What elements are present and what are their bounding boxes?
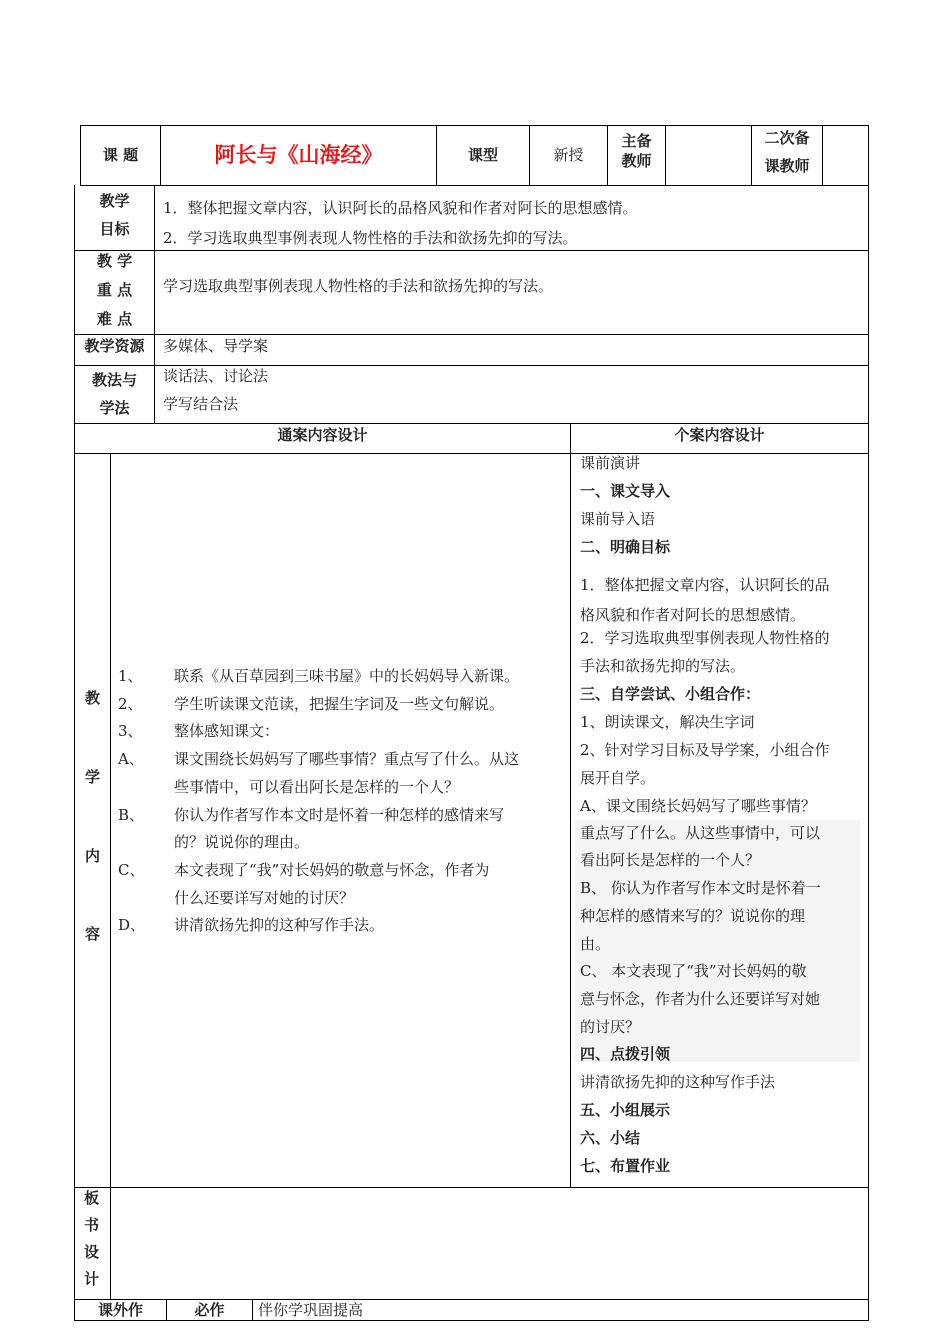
second-teacher-label: 二次备 课教师 xyxy=(764,129,810,175)
methods-line: 谈话法、讨论法 xyxy=(163,367,269,385)
row-number: 1、 xyxy=(118,667,143,685)
common-design-row xyxy=(118,860,566,880)
design-line: 手法和欲扬先抑的写法。 xyxy=(580,657,746,675)
design-line: 课前导入语 xyxy=(580,510,656,528)
design-line: 的讨厌？ xyxy=(580,1018,641,1036)
design-line: 由。 xyxy=(580,935,611,953)
design-line: 1．整体把握文章内容，认识阿长的品 xyxy=(580,576,830,594)
row-text: 什么还要详写对她的讨厌？ xyxy=(174,888,355,907)
common-design-row xyxy=(118,749,566,769)
individual-design-header: 个案内容设计 xyxy=(674,426,765,444)
resources-text: 多媒体、导学案 xyxy=(163,337,269,355)
design-line: 2、针对学习目标及导学案，小组合作 xyxy=(580,741,830,759)
row-text: 学生听读课文范读，把握生字词及一些文句解说。 xyxy=(174,694,505,713)
row-number: A、 xyxy=(118,750,144,769)
content-label-char: 内 xyxy=(85,847,101,865)
lesson-type-label: 课型 xyxy=(467,146,498,164)
design-line: 看出阿长是怎样的一个人？ xyxy=(580,851,761,869)
design-line: B、 你认为作者写作本文时是怀着一 xyxy=(580,879,821,897)
row-text: 些事情中，可以看出阿长是怎样的一个人？ xyxy=(174,777,460,796)
board-label-char: 书 xyxy=(84,1216,100,1234)
row-text: 联系《从百草园到三味书屋》中的长妈妈导入新课。 xyxy=(174,667,520,685)
section-heading: 六、小结 xyxy=(580,1129,641,1147)
row-text: 讲清欲扬先抑的这种写作手法。 xyxy=(174,916,385,935)
common-design-row xyxy=(118,915,566,935)
goal-item: 1．整体把握文章内容，认识阿长的品格风貌和作者对阿长的思想感情。 xyxy=(163,199,638,217)
common-design-row xyxy=(118,832,566,852)
design-line: C、 本文表现了“我”对长妈妈的敬 xyxy=(580,962,807,980)
common-design-row xyxy=(118,777,566,797)
row-number: B、 xyxy=(118,805,145,824)
row-text: 整体感知课文： xyxy=(174,722,280,741)
section-heading: 七、布置作业 xyxy=(580,1157,671,1175)
row-text: 课文围绕长妈妈写了哪些事情？重点写了什么。从这 xyxy=(174,750,520,769)
required-homework-label: 必作 xyxy=(194,1301,225,1319)
homework-label: 课外作 xyxy=(97,1301,143,1319)
common-design-row xyxy=(118,805,566,825)
section-heading: 三、自学尝试、小组合作： xyxy=(580,685,761,703)
row-number: C、 xyxy=(118,860,145,879)
common-design-row xyxy=(118,721,566,741)
row-number: 3、 xyxy=(118,722,143,741)
design-line: 格风貌和作者对阿长的思想感情。 xyxy=(580,606,806,624)
common-design-row xyxy=(118,694,566,714)
common-design-row xyxy=(118,888,566,908)
design-line: 课前演讲 xyxy=(580,454,641,472)
row-number: D、 xyxy=(118,916,146,935)
row-number: 2、 xyxy=(118,694,143,713)
row-text: 本文表现了“我”对长妈妈的敬意与怀念，作者为 xyxy=(174,860,490,879)
lesson-type-value: 新授 xyxy=(553,146,584,164)
section-heading: 五、小组展示 xyxy=(580,1101,671,1119)
common-design-row xyxy=(118,666,566,686)
design-line: 讲清欲扬先抑的这种写作手法 xyxy=(580,1073,776,1091)
goal-item: 2．学习选取典型事例表现人物性格的手法和欲扬先抑的写法。 xyxy=(163,229,578,247)
methods-label: 教法与 学法 xyxy=(91,371,137,417)
board-label-char: 计 xyxy=(84,1270,100,1288)
lesson-title: 阿长与《山海经》 xyxy=(214,143,383,167)
topic-label: 课 题 xyxy=(102,146,139,164)
goals-label: 教学 目标 xyxy=(99,192,130,238)
board-label-char: 设 xyxy=(84,1243,100,1261)
design-line: A、课文围绕长妈妈写了哪些事情？ xyxy=(580,797,816,815)
design-line: 重点写了什么。从这些事情中，可以 xyxy=(580,824,821,842)
section-heading: 四、点拨引领 xyxy=(580,1045,671,1063)
design-line: 展开自学。 xyxy=(580,769,656,787)
row-text: 你认为作者写作本文时是怀着一种怎样的感情来写 xyxy=(174,805,505,824)
key-points-text: 学习选取典型事例表现人物性格的手法和欲扬先抑的写法。 xyxy=(163,277,554,295)
design-line: 1、朗读课文，解决生字词 xyxy=(580,713,755,731)
common-design-header: 通案内容设计 xyxy=(277,426,368,444)
common-design-list xyxy=(118,666,566,943)
section-heading: 二、明确目标 xyxy=(580,538,671,556)
content-label-char: 教 xyxy=(85,689,101,707)
homework-text: 伴你学巩固提高 xyxy=(258,1301,364,1319)
content-label-char: 学 xyxy=(85,768,101,786)
board-label-char: 板 xyxy=(84,1189,100,1207)
methods-line: 学写结合法 xyxy=(163,395,239,413)
key-points-label: 教 学 重 点 难 点 xyxy=(96,252,133,328)
design-line: 2．学习选取典型事例表现人物性格的 xyxy=(580,629,830,647)
row-text: 的？说说你的理由。 xyxy=(174,833,310,852)
section-heading: 一、课文导入 xyxy=(580,482,671,500)
content-label-char: 容 xyxy=(85,925,101,943)
main-teacher-label: 主备 教师 xyxy=(621,132,652,170)
resources-label: 教学资源 xyxy=(84,337,145,355)
design-line: 意与怀念，作者为什么还要详写对她 xyxy=(580,990,821,1008)
design-line: 种怎样的感情来写的？说说你的理 xyxy=(580,907,806,925)
